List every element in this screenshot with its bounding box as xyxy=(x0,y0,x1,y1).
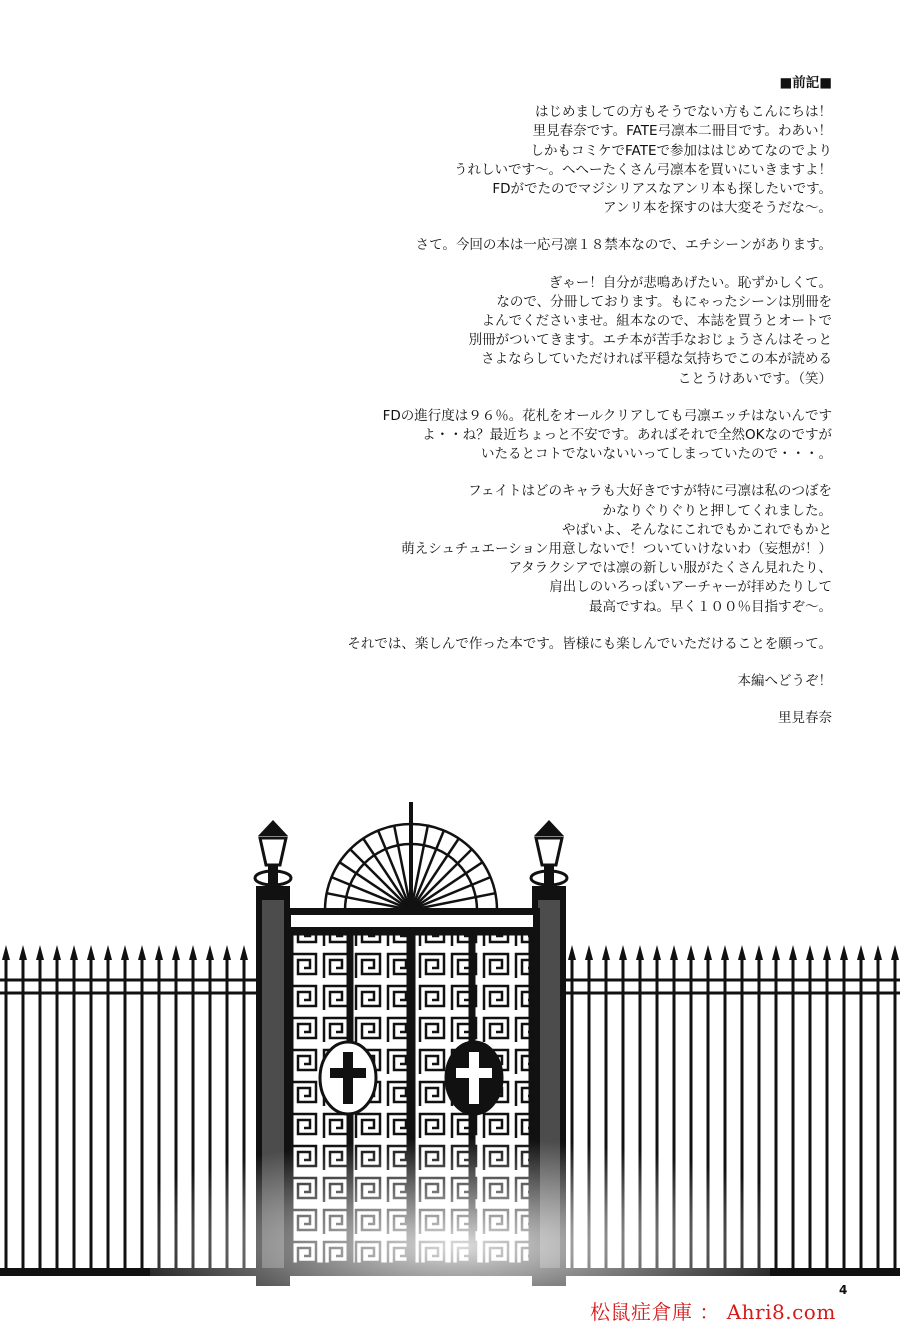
paragraph-fd xyxy=(232,407,832,465)
text-line: FDの進行度は９６％。花札をオールクリアしても弓凛エッチはないんです xyxy=(382,407,832,424)
text-line: かなりぐりぐりと押してくれました。 xyxy=(602,502,832,519)
page-number: 4 xyxy=(839,1283,848,1297)
text-line: 里見春奈です。FATE弓凛本二冊目です。わあい！ xyxy=(532,123,832,140)
text-line: 萌えシュチュエーション用意しないで！ついていけないわ（妄想が！） xyxy=(401,541,832,558)
text-line: はじめましての方もそうでない方もこんにちは！ xyxy=(535,104,832,121)
text-line: ことうけあいです。（笑） xyxy=(677,370,832,387)
text-line: フェイトはどのキャラも大好きですが特に弓凛は私のつぼを xyxy=(468,483,832,500)
text-line: さて。今回の本は一応弓凛１８禁本なので、エチシーンがあります。 xyxy=(415,237,832,254)
paragraph-fate xyxy=(232,482,832,616)
paragraph-volume xyxy=(232,274,832,389)
text-line: いたるとコトでないないいってしまっていたので・・・。 xyxy=(481,446,832,463)
text-line: うれしいです〜。へへーたくさん弓凛本を買いにいきますよ！ xyxy=(454,161,832,178)
paragraph-closing xyxy=(232,635,832,654)
text-line: FDがでたのでマジシリアスなアンリ本も探したいです。 xyxy=(492,181,832,198)
text-line: さよならしていただければ平穏な気持ちでこの本が読める xyxy=(481,351,832,368)
text-line: 最高ですね。早く１００％目指すぞ〜。 xyxy=(589,598,832,615)
text-line: よ・・ね？最近ちょっと不安です。あればそれで全然OKなのですが xyxy=(422,427,832,444)
lamp-left xyxy=(255,820,291,887)
text-line: よんでくださいませ。組本なので、本誌を買うとオートで xyxy=(481,313,832,330)
cross-emblem-right xyxy=(446,1042,502,1114)
cross-emblem-left xyxy=(320,1042,376,1114)
text-line: 肩出しのいろっぽいアーチャーが拝めたりして xyxy=(549,579,832,596)
text-line: 別冊がついてきます。エチ本が苦手なおじょうさんはそっと xyxy=(468,332,832,349)
text-line: 本編へどうぞ！ xyxy=(737,673,832,690)
watermark: 松鼠症倉庫 ： Ahri8.com xyxy=(590,1300,836,1324)
author-signature: 里見春奈 xyxy=(778,710,832,727)
sunburst-arch xyxy=(325,802,497,910)
paragraph-start xyxy=(232,672,832,691)
text-line: やばいよ、そんなにこれでもかこれでもかと xyxy=(562,521,832,538)
lamp-right xyxy=(531,820,567,887)
text-line: しかもコミケでFATEで参加ははじめてなのでより xyxy=(530,142,832,159)
text-line: それでは、楽しんで作った本です。皆様にも楽しんでいただけることを願って。 xyxy=(347,635,832,652)
foreword-text xyxy=(232,74,832,728)
text-line: アンリ本を探すのは大変そうだな〜。 xyxy=(603,200,832,217)
paragraph-notice xyxy=(232,236,832,255)
foreword-heading: ■前記■ xyxy=(779,75,832,91)
gate-illustration xyxy=(0,790,900,1310)
text-line: アタラクシアでは凛の新しい服がたくさん見れたり、 xyxy=(508,560,832,577)
text-line: なので、分冊しております。もにゃったシーンは別冊を xyxy=(496,293,832,310)
mist xyxy=(150,1120,770,1300)
paragraph-greeting xyxy=(232,103,832,218)
text-line: ぎゃー！自分が悲鳴あげたい。恥ずかしくて。 xyxy=(548,274,832,291)
